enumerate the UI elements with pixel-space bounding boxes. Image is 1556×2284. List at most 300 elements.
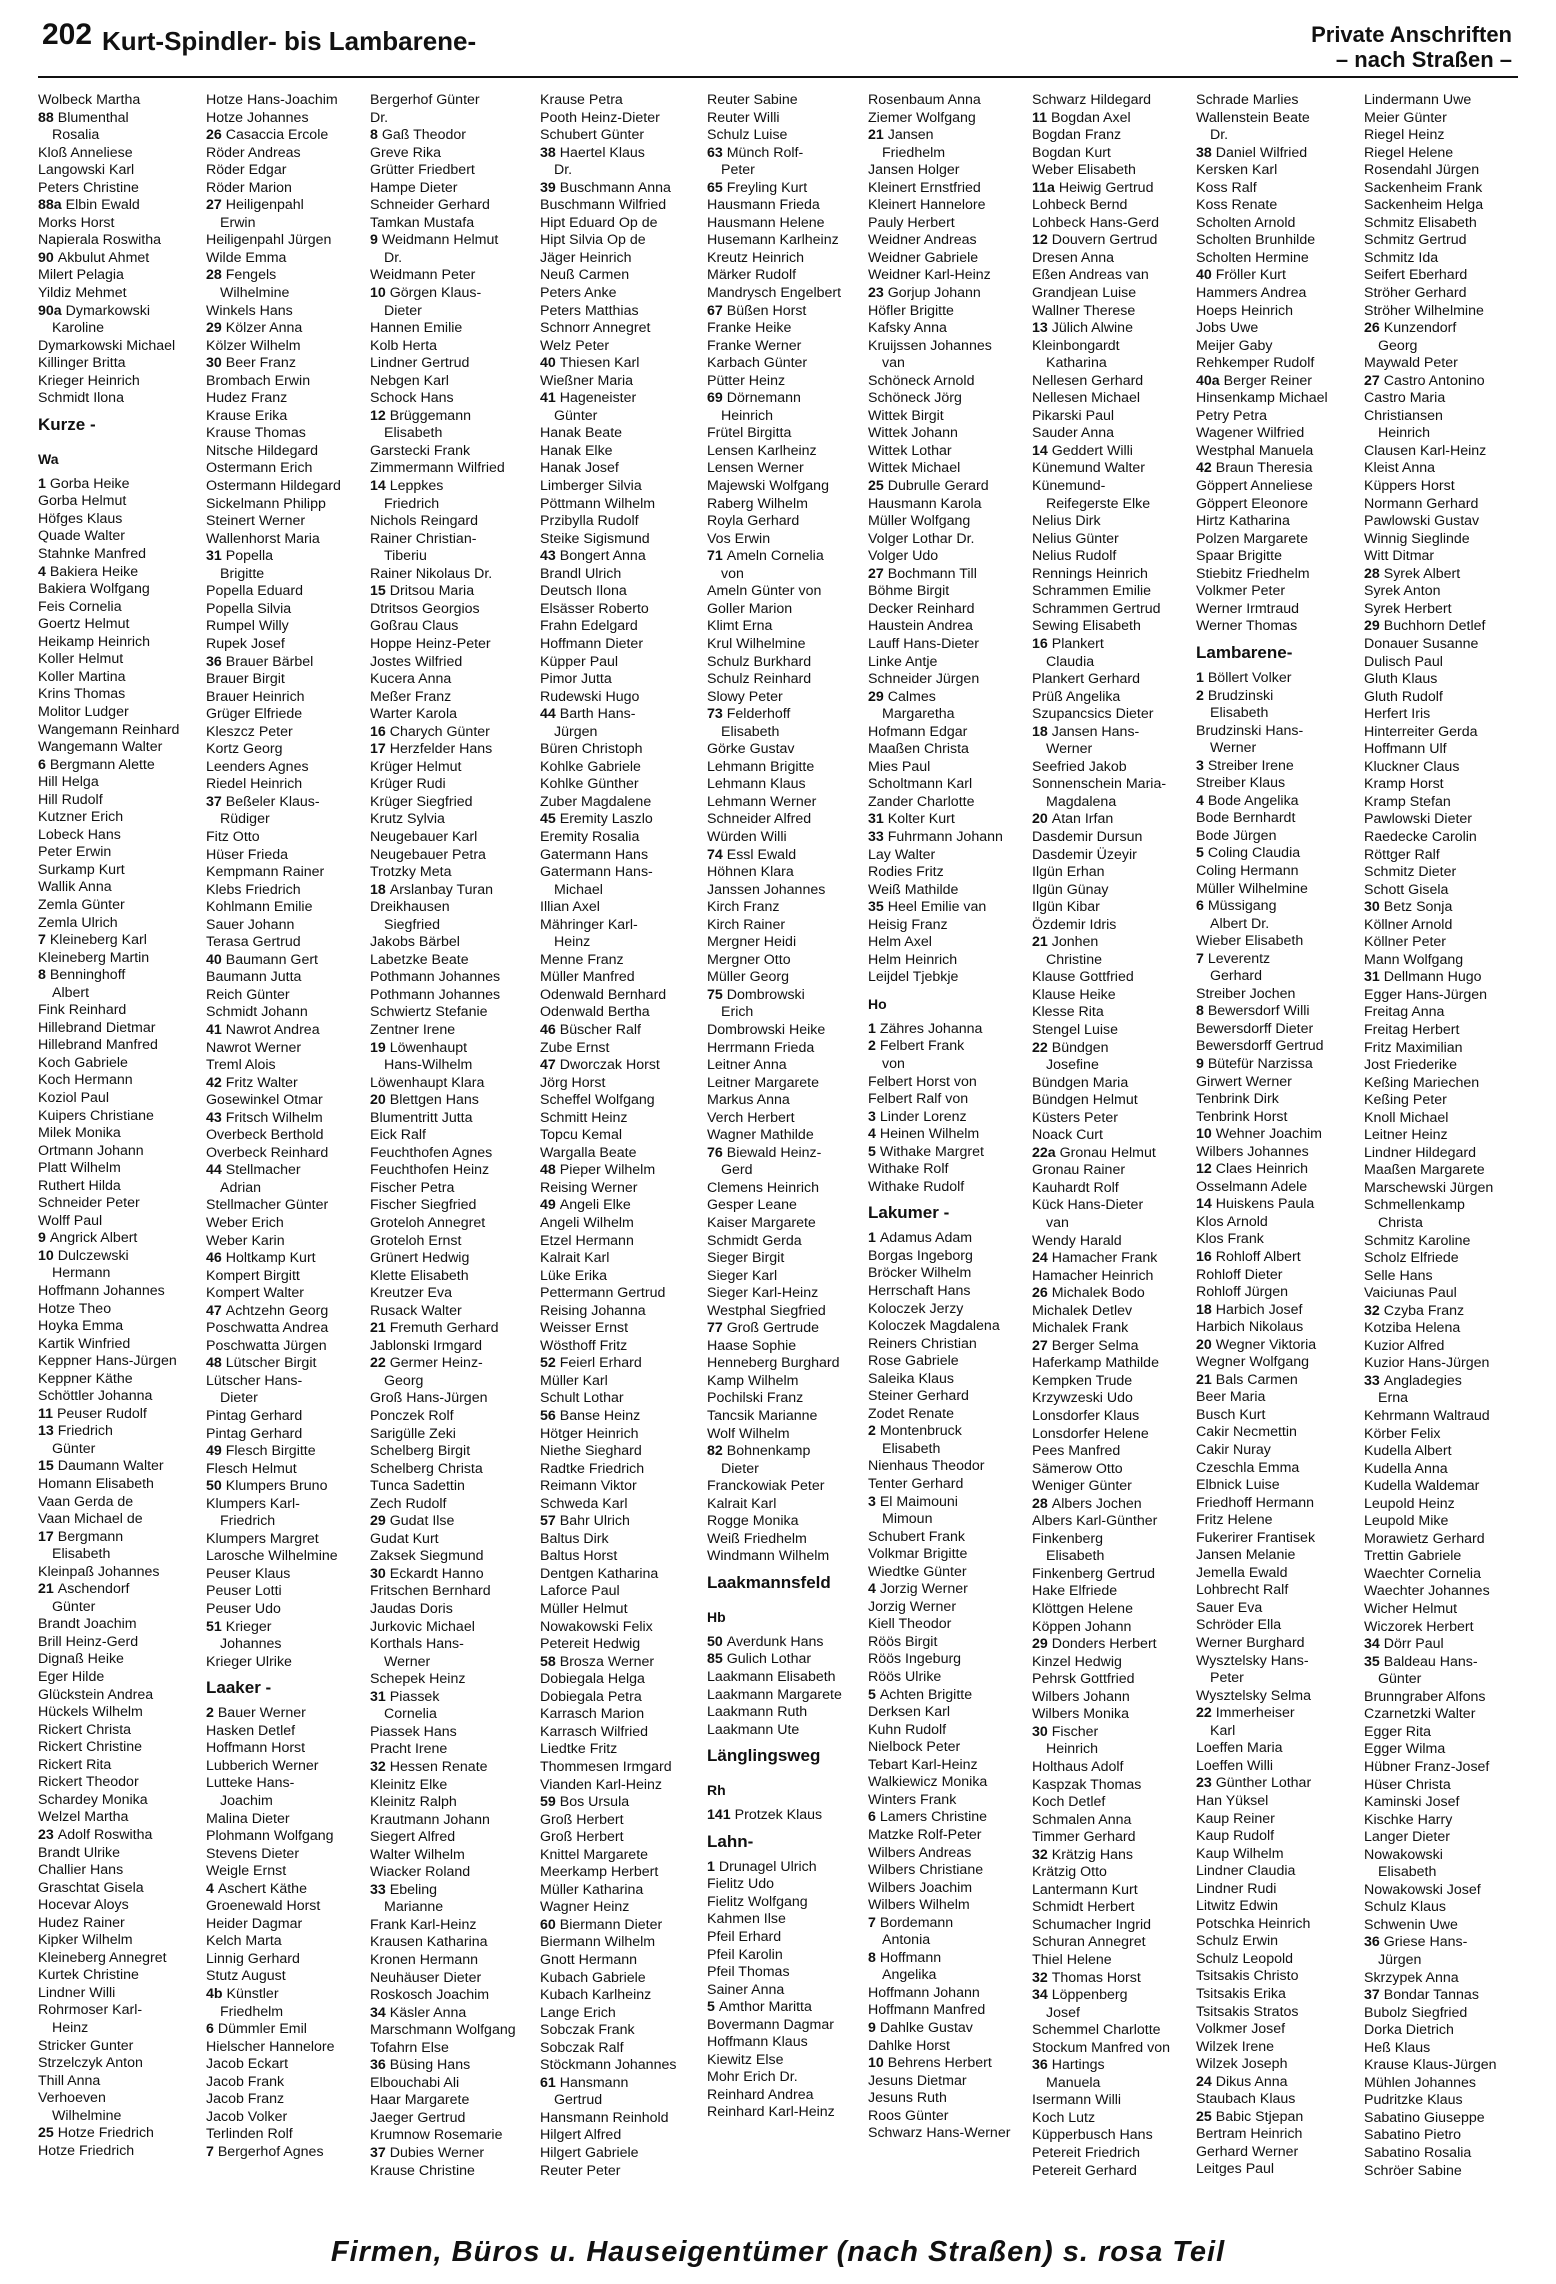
resident-entry: Lütscher Hans- — [206, 1372, 303, 1389]
house-number: 47 — [206, 1302, 226, 1319]
directory-column-4 — [540, 92, 702, 2212]
resident-entry: Goertz Helmut — [38, 616, 130, 633]
resident-entry: Klause Heike — [1032, 986, 1116, 1003]
entry-continuation: Günter — [52, 1598, 96, 1615]
resident-entry: Lindermann Uwe — [1364, 92, 1472, 108]
house-number: 27 — [868, 565, 888, 582]
resident-entry: Lindner Claudia — [1196, 1863, 1296, 1880]
resident-entry: Rosenbaum Anna — [868, 92, 981, 108]
house-number: 36 — [1364, 1934, 1384, 1951]
resident-entry: Leenders Agnes — [206, 758, 309, 775]
resident-entry — [1364, 618, 1520, 636]
resident-name: Brosza Werner — [559, 1653, 655, 1670]
house-number: 74 — [707, 846, 727, 863]
house-number: 21 — [1196, 1371, 1216, 1388]
resident-entry: Pracht Irene — [370, 1741, 448, 1758]
resident-entry: Schneider Peter — [38, 1195, 140, 1212]
house-number: 46 — [540, 1021, 560, 1038]
resident-entry: Wagner Heinz — [540, 1899, 630, 1916]
resident-name: Donders Herbert — [1051, 1636, 1157, 1653]
resident-entry: Sieger Birgit — [707, 1250, 785, 1267]
resident-entry: Kohlke Günther — [540, 776, 639, 793]
district-code: Rh — [707, 1782, 726, 1799]
resident-entry — [868, 566, 1030, 584]
resident-entry: Rehkemper Rudolf — [1196, 355, 1315, 372]
district-code: Hb — [707, 1608, 726, 1625]
resident-entry: Verhoeven — [38, 2090, 106, 2107]
resident-name: Bohnenkamp — [726, 1443, 811, 1460]
resident-entry: Herfert Iris — [1364, 706, 1431, 723]
house-number: 17 — [370, 741, 390, 758]
resident-entry: Hüser Frieda — [206, 846, 289, 863]
resident-entry: Grütter Friedbert — [370, 162, 475, 179]
resident-entry: Scholten Hermine — [1196, 249, 1309, 266]
resident-entry: Köllner Arnold — [1364, 916, 1453, 933]
resident-entry: Krieger Ulrike — [206, 1653, 292, 1670]
resident-entry: Litwitz Edwin — [1196, 1898, 1279, 1915]
resident-entry: Hinsenkamp Michael — [1196, 390, 1328, 407]
resident-entry: Brauer Heinrich — [206, 688, 305, 705]
entry-continuation: Siegfried — [384, 916, 440, 933]
resident-entry: Dombrowski Heike — [707, 1021, 826, 1038]
resident-name: Syrek Albert — [1383, 565, 1461, 582]
resident-entry — [1364, 566, 1520, 584]
resident-entry — [370, 882, 532, 900]
page-number: 202 — [42, 18, 93, 51]
resident-entry: Illian Axel — [540, 899, 600, 916]
header-rule — [38, 76, 1518, 78]
resident-name: Kleineberg Karl — [49, 932, 147, 949]
resident-name: Bakiera Heike — [49, 563, 139, 580]
house-number: 26 — [1364, 320, 1384, 337]
resident-entry — [540, 2075, 702, 2093]
resident-entry — [868, 689, 1030, 707]
resident-entry: Jesuns Dietmar — [868, 2072, 967, 2089]
resident-name: Heel Emilie van — [887, 899, 987, 916]
resident-entry: Tsitsakis Erika — [1196, 1985, 1286, 2002]
resident-entry: Terlinden Rolf — [206, 2126, 293, 2143]
resident-entry — [1364, 1987, 1520, 2005]
resident-entry: Hipt Eduard Op de — [540, 214, 658, 231]
resident-entry: Hotze Hans-Joachim — [206, 92, 338, 108]
resident-entry: Blumentritt Jutta — [370, 1109, 473, 1126]
resident-entry: Schrade Marlies — [1196, 92, 1299, 108]
resident-entry: Wallenhorst Maria — [206, 530, 320, 547]
resident-entry: Wolbeck Martha — [38, 92, 141, 108]
resident-entry: Zodet Renate — [868, 1405, 954, 1422]
resident-entry: Hötger Heinrich — [540, 1425, 639, 1442]
resident-entry — [707, 1859, 869, 1877]
resident-entry — [868, 2020, 1030, 2038]
resident-entry: Karrasch Marion — [540, 1706, 645, 1723]
resident-entry: Kuzior Alfred — [1364, 1337, 1445, 1354]
resident-entry: Wangemann Reinhard — [38, 721, 180, 738]
resident-entry: Hoffmann Ulf — [1364, 741, 1447, 758]
resident-entry: Tenbrink Dirk — [1196, 1091, 1279, 1108]
resident-name: Gulich Lothar — [726, 1651, 812, 1668]
resident-name: Aschert Käthe — [217, 1880, 307, 1897]
street-heading: Laaker - — [206, 1678, 272, 1698]
resident-entry: Ziemer Wolfgang — [868, 109, 976, 126]
entry-continuation: von — [882, 1055, 905, 1072]
resident-entry: Müller Georg — [707, 969, 790, 986]
resident-entry — [1364, 373, 1520, 391]
resident-entry: Bakiera Wolfgang — [38, 581, 150, 598]
resident-entry: Jacob Volker — [206, 2108, 288, 2125]
resident-name: Brüggemann — [389, 407, 471, 424]
resident-name: Dörnemann — [726, 390, 801, 407]
resident-entry: Riegel Heinz — [1364, 127, 1445, 144]
resident-entry: Rodies Fritz — [868, 864, 944, 881]
resident-entry: Mühlen Johannes — [1364, 2074, 1477, 2091]
house-number: 23 — [1196, 1775, 1216, 1792]
resident-name: Feierl Erhard — [559, 1355, 642, 1372]
directory-column-2 — [206, 92, 358, 2212]
resident-entry: Tsitsakis Stratos — [1196, 2003, 1299, 2020]
resident-entry: Nowakowski — [1364, 1846, 1443, 1863]
resident-entry: Müller Katharina — [540, 1881, 644, 1898]
resident-entry: Feuchthofen Heinz — [370, 1162, 490, 1179]
resident-entry: Neugebauer Karl — [370, 828, 478, 845]
resident-entry: Homann Elisabeth — [38, 1476, 154, 1493]
resident-entry: Gnott Hermann — [540, 1951, 637, 1968]
resident-entry: Stevens Dieter — [206, 1845, 300, 1862]
house-number: 49 — [206, 1443, 226, 1460]
resident-entry: Skrzypek Anna — [1364, 1969, 1459, 1986]
resident-entry — [38, 1248, 186, 1266]
house-number: 82 — [707, 1443, 727, 1460]
resident-entry: Göppert Anneliese — [1196, 478, 1313, 495]
house-number: 30 — [370, 1565, 390, 1582]
resident-entry: Windmann Wilhelm — [707, 1548, 830, 1565]
resident-entry: Schwenin Uwe — [1364, 1916, 1458, 1933]
resident-entry: Hoffmann Johannes — [38, 1283, 165, 1299]
resident-entry: Weigle Ernst — [206, 1863, 287, 1880]
resident-entry: Göppert Eleonore — [1196, 495, 1308, 512]
resident-entry: Jurkovic Michael — [370, 1618, 475, 1635]
resident-entry: Czarnetzki Walter — [1364, 1706, 1476, 1723]
resident-entry: Schardey Monika — [38, 1791, 148, 1808]
resident-entry: Brudzinski Hans- — [1196, 722, 1304, 739]
resident-entry: Brandt Ulrike — [38, 1844, 121, 1861]
house-number: 18 — [370, 881, 390, 898]
entry-continuation: Karoline — [52, 320, 105, 337]
resident-name: Böllert Volker — [1207, 669, 1292, 686]
resident-entry: Künemund- — [1032, 478, 1106, 495]
resident-name: Löwenhaupt — [389, 1039, 468, 1056]
resident-entry: Küpperbusch Hans — [1032, 2127, 1153, 2144]
resident-entry: Overbeck Reinhard — [206, 1144, 329, 1161]
entry-continuation: Heinz — [52, 2019, 89, 2036]
resident-entry — [1032, 110, 1194, 128]
resident-entry: Wiacker Roland — [370, 1864, 471, 1881]
resident-entry: Leitner Margarete — [707, 1074, 819, 1091]
resident-entry: Reinhard Andrea — [707, 2086, 814, 2103]
resident-entry: Wolff Paul — [38, 1212, 103, 1229]
house-number: 9 — [1196, 1055, 1208, 1072]
resident-entry: Wittek Lothar — [868, 442, 952, 459]
resident-entry: Wilbers Johannes — [1196, 1143, 1309, 1160]
resident-name: Essl Ewald — [726, 846, 797, 863]
house-number: 9 — [370, 232, 382, 249]
resident-entry: Jobs Uwe — [1196, 320, 1259, 337]
resident-entry: Lobeck Hans — [38, 826, 121, 843]
resident-entry: Wangemann Walter — [38, 739, 163, 756]
resident-entry: Schmitz Dieter — [1364, 864, 1457, 881]
resident-entry: Reimann Viktor — [540, 1478, 637, 1495]
resident-entry: Koloczek Jerzy — [868, 1300, 964, 1317]
resident-entry: Przibylla Rudolf — [540, 513, 639, 530]
resident-entry: Baumann Jutta — [206, 969, 302, 986]
resident-name: Gorjup Johann — [887, 285, 981, 302]
resident-entry: Volger Lothar Dr. — [868, 530, 975, 547]
house-number: 22 — [370, 1355, 390, 1372]
resident-name: Betz Sonja — [1383, 899, 1453, 916]
house-number: 77 — [707, 1320, 727, 1337]
resident-entry: Eremity Rosalia — [540, 828, 640, 845]
resident-entry: Werner Thomas — [1196, 618, 1298, 635]
resident-entry: Kucera Anna — [370, 671, 452, 688]
resident-entry: Challier Hans — [38, 1862, 124, 1879]
entry-continuation: Heinrich — [721, 407, 774, 424]
resident-name: Babic Stjepan — [1215, 2108, 1304, 2125]
resident-entry: Weber Erich — [206, 1215, 284, 1231]
resident-entry: Groteloh Annegret — [370, 1215, 486, 1231]
entry-continuation: Johannes — [220, 1636, 282, 1653]
resident-entry: Osselmann Adele — [1196, 1178, 1308, 1195]
resident-entry: Tancsik Marianne — [707, 1408, 818, 1425]
resident-entry — [1032, 636, 1194, 654]
resident-entry: Langer Dieter — [1364, 1829, 1450, 1846]
resident-entry: Goßrau Claus — [370, 618, 459, 635]
resident-entry: Schuran Annegret — [1032, 1934, 1146, 1951]
resident-entry: Kompert Walter — [206, 1285, 305, 1302]
resident-entry: Stutz August — [206, 1968, 286, 1985]
resident-entry: Napierala Roswitha — [38, 232, 162, 249]
resident-entry: Vaan Michael de — [38, 1511, 143, 1528]
resident-entry: Wilbers Wilhelm — [868, 1897, 970, 1914]
house-number: 41 — [540, 390, 560, 407]
resident-entry: Schemmel Charlotte — [1032, 2022, 1161, 2039]
resident-entry: Witt Ditmar — [1364, 548, 1435, 565]
house-number: 1 — [868, 1230, 880, 1247]
house-number: 40 — [540, 355, 560, 372]
house-number: 11 — [1032, 109, 1051, 126]
resident-entry: Koller Helmut — [38, 651, 124, 668]
resident-entry: Castro Maria — [1364, 390, 1446, 407]
resident-entry: Finkenberg Gertrud — [1032, 1565, 1156, 1582]
resident-name: Dahlke Gustav — [879, 2019, 973, 2036]
resident-entry: Hampe Dieter — [370, 179, 458, 196]
entry-continuation: Rosalia — [52, 127, 100, 144]
resident-entry: Bertram Heinrich — [1196, 2126, 1303, 2143]
resident-entry: Sackenheim Helga — [1364, 197, 1484, 214]
house-number: 31 — [868, 811, 888, 828]
resident-entry: Klöttgen Helene — [1032, 1601, 1133, 1618]
house-number: 52 — [540, 1355, 560, 1372]
resident-entry — [1196, 267, 1358, 285]
resident-entry — [868, 1687, 1030, 1705]
resident-entry: Mies Paul — [868, 758, 931, 775]
resident-entry — [868, 1109, 1030, 1127]
resident-entry: Jörg Horst — [540, 1074, 606, 1091]
resident-entry: Klimt Erna — [707, 618, 773, 635]
resident-entry: Wiedtke Günter — [868, 1563, 967, 1580]
entry-continuation: Dieter — [384, 302, 422, 319]
entry-continuation: Antonia — [882, 1932, 931, 1949]
resident-name: Bergerhof Agnes — [217, 2143, 324, 2160]
resident-entry: Siegert Alfred — [370, 1829, 456, 1846]
resident-entry: Schubert Günter — [540, 127, 645, 144]
resident-entry: Nowakowski Josef — [1364, 1881, 1481, 1898]
house-number: 40 — [1196, 267, 1216, 284]
house-number: 6 — [868, 1809, 880, 1826]
resident-entry: Kalrait Karl — [707, 1495, 777, 1512]
resident-entry: Schepek Heinz — [370, 1671, 466, 1688]
house-number: 44 — [540, 706, 560, 723]
resident-entry: Hausmann Helene — [707, 214, 825, 231]
resident-entry — [540, 1794, 702, 1812]
resident-entry: Rickert Christa — [38, 1721, 132, 1738]
resident-entry — [707, 706, 869, 724]
resident-entry: Kleinitz Elke — [370, 1776, 448, 1793]
resident-entry: Gatermann Hans- — [540, 864, 653, 881]
resident-entry — [206, 1250, 358, 1268]
house-number: 22 — [1196, 1705, 1216, 1722]
resident-entry: Klos Frank — [1196, 1231, 1264, 1248]
resident-entry — [370, 741, 532, 759]
resident-name: Büscher Ralf — [559, 1021, 641, 1038]
resident-entry: Feis Cornelia — [38, 598, 122, 615]
resident-entry: Scholten Arnold — [1196, 214, 1296, 231]
resident-entry: Lensen Werner — [707, 460, 804, 477]
resident-entry: Dobiegala Petra — [540, 1688, 642, 1705]
house-number: 56 — [540, 1408, 560, 1425]
resident-entry: Nowakowski Felix — [540, 1618, 653, 1635]
resident-name: Ameln Cornelia — [726, 548, 824, 565]
resident-entry: Fukerirer Frantisek — [1196, 1529, 1316, 1546]
house-number: 4 — [1196, 792, 1208, 809]
house-number: 67 — [707, 302, 727, 319]
resident-entry — [38, 476, 186, 494]
resident-entry — [206, 1881, 358, 1899]
resident-entry: Körber Felix — [1364, 1425, 1441, 1442]
resident-entry — [1032, 1250, 1194, 1268]
resident-name: Brauer Bärbel — [225, 653, 314, 670]
house-number: 29 — [1032, 1636, 1052, 1653]
resident-entry: Klesse Rita — [1032, 1004, 1104, 1021]
resident-entry: Kompert Birgitt — [206, 1267, 300, 1284]
entry-continuation: Heinrich — [1046, 1741, 1099, 1758]
resident-entry: Schmitz Karoline — [1364, 1232, 1471, 1249]
resident-name: Baldeau Hans- — [1383, 1653, 1478, 1670]
resident-name: Barth Hans- — [559, 706, 636, 723]
house-number: 38 — [540, 144, 560, 161]
resident-name: Nawrot Andrea — [225, 1021, 320, 1038]
resident-name: Käsler Anna — [389, 2004, 467, 2021]
resident-entry — [370, 1513, 532, 1531]
resident-entry: Frütel Birgitta — [707, 425, 792, 442]
resident-entry — [206, 794, 358, 812]
resident-entry: Kersken Karl — [1196, 162, 1278, 179]
house-number: 42 — [1196, 460, 1216, 477]
resident-entry — [1196, 1249, 1358, 1267]
resident-entry: Pimor Jutta — [540, 671, 612, 688]
resident-entry: Görke Gustav — [707, 741, 795, 758]
resident-entry: Malina Dieter — [206, 1810, 290, 1827]
resident-name: Weidmann Helmut — [381, 232, 499, 249]
resident-entry: Kuzior Hans-Jürgen — [1364, 1355, 1490, 1372]
resident-entry: Laakmann Ute — [707, 1721, 800, 1738]
resident-name: Dubies Werner — [389, 2144, 485, 2161]
resident-entry: Hotze Theo — [38, 1300, 112, 1317]
house-number: 5 — [707, 1999, 719, 2016]
resident-entry: Stiebitz Friedhelm — [1196, 565, 1310, 582]
resident-entry: Kaspzak Thomas — [1032, 1776, 1142, 1793]
resident-name: Amthor Maritta — [718, 1999, 812, 2016]
resident-entry — [38, 967, 186, 985]
resident-entry: Tebart Karl-Heinz — [868, 1756, 978, 1773]
resident-entry: Jansen Holger — [868, 162, 960, 179]
resident-name: Daniel Wilfried — [1215, 144, 1308, 161]
resident-entry: Eßen Andreas van — [1032, 267, 1149, 284]
resident-entry: Mohr Erich Dr. — [707, 2069, 798, 2086]
resident-entry: Schelberg Birgit — [370, 1443, 471, 1460]
resident-entry: Plankert Gerhard — [1032, 671, 1141, 688]
resident-entry: Kalrait Karl — [540, 1250, 610, 1267]
resident-entry — [868, 1021, 1030, 1039]
house-number: 8 — [370, 127, 382, 144]
resident-entry: Schmidt Gerda — [707, 1232, 802, 1249]
house-number: 33 — [1364, 1372, 1384, 1389]
resident-entry: Walter Wilhelm — [370, 1846, 465, 1863]
resident-entry: Wieber Elisabeth — [1196, 933, 1304, 950]
resident-entry: Müller Wilhelmine — [1196, 880, 1308, 897]
resident-entry: Schmitz Ida — [1364, 249, 1439, 266]
resident-entry: Czeschla Emma — [1196, 1459, 1300, 1476]
resident-name: Plankert — [1051, 635, 1104, 652]
resident-entry: Sobczak Frank — [540, 2022, 635, 2039]
resident-entry: Meier Günter — [1364, 109, 1447, 126]
entry-continuation: Josefine — [1046, 1057, 1099, 1074]
resident-name: Kunzendorf — [1383, 320, 1457, 337]
resident-entry: Hoffmann Johann — [868, 1984, 980, 2001]
entry-continuation: Friedrich — [384, 495, 440, 512]
resident-entry — [1196, 1372, 1358, 1390]
resident-entry: Staubach Klaus — [1196, 2091, 1296, 2108]
resident-entry: Rickert Theodor — [38, 1774, 139, 1791]
house-number: 16 — [370, 723, 390, 740]
resident-entry: Fitz Otto — [206, 828, 260, 845]
resident-entry: Lange Erich — [540, 2004, 616, 2021]
resident-name: Felderhoff — [726, 706, 791, 723]
resident-name: Akbulut Ahmet — [57, 249, 150, 266]
resident-name: Adolf Roswitha — [57, 1826, 153, 1843]
resident-name: Buschmann Anna — [559, 179, 671, 196]
resident-entry: Peters Anke — [540, 285, 617, 302]
house-number: 32 — [370, 1758, 390, 1775]
house-number: 23 — [38, 1826, 58, 1843]
resident-name: Angeli Elke — [559, 1197, 631, 1214]
resident-name: Adamus Adam — [879, 1230, 973, 1247]
resident-entry: Mann Wolfgang — [1364, 951, 1464, 968]
resident-entry — [707, 548, 869, 566]
resident-entry: Kamp Wilhelm — [707, 1372, 799, 1389]
resident-entry: Wicher Helmut — [1364, 1601, 1458, 1618]
resident-entry: Hudez Rainer — [38, 1914, 125, 1931]
resident-entry — [1196, 758, 1358, 776]
resident-entry: Schöneck Jörg — [868, 390, 962, 407]
